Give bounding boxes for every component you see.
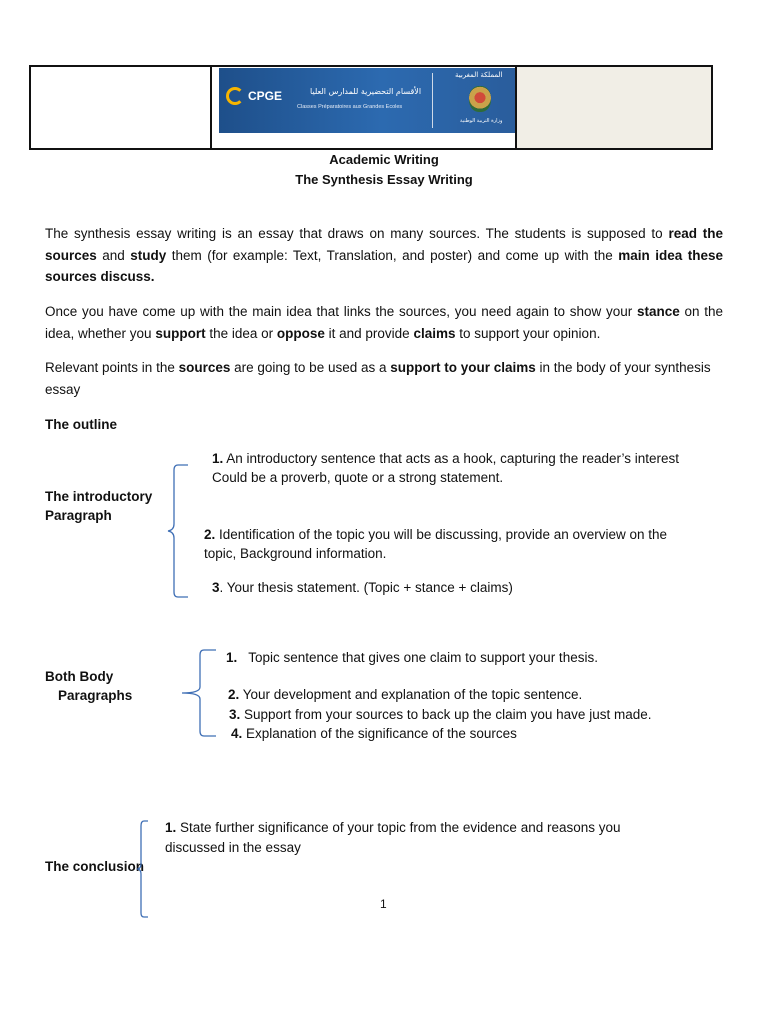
doc-title-line2: The Synthesis Essay Writing <box>295 172 473 187</box>
p1-text-d: them (for example: Text, Translation, and poster) and come up with the <box>166 247 619 263</box>
p2-bold-1: stance <box>636 304 680 319</box>
body-item-2-num: 2. <box>228 687 240 702</box>
paragraph-2 <box>45 301 723 344</box>
doc-title-line1: Academic Writing <box>329 152 439 167</box>
body-brace <box>180 647 220 742</box>
banner-brand: CPGE <box>248 89 283 103</box>
conclusion-label: The conclusion <box>45 859 145 874</box>
body-item-3 <box>229 705 651 724</box>
intro-item-3 <box>212 578 513 597</box>
banner-divider <box>432 73 433 128</box>
paragraph-3 <box>45 357 723 400</box>
paragraph-1 <box>45 223 723 288</box>
conclusion-item-1-text: State further significance of your topic from the evidence and reasons you <box>176 820 621 835</box>
p3-bold-2: support to your claims <box>390 360 536 375</box>
body-item-1 <box>226 648 598 667</box>
intro-item-1-num: 1. <box>212 451 224 466</box>
moroccan-emblem-icon <box>469 86 491 112</box>
body-item-3-text: Support from your sources to back up the claim you have just made. <box>240 707 652 722</box>
body-label-line1: Both Body <box>45 669 114 684</box>
intro-item-1-cont: Could be a proverb, quote or a strong statement. <box>212 470 504 485</box>
p1-text-a: The synthesis essay writing is an essay that draws on many sources. The students is supposed to <box>45 226 669 241</box>
p2-text-c: on the idea, whether you <box>45 304 723 341</box>
body-item-4-num: 4. <box>231 726 243 741</box>
p1-text-c: and <box>96 247 131 263</box>
p1-bold-2: study <box>130 247 167 263</box>
intro-item-2-text: Identification of the topic you will be discussing, provide an overview on the <box>215 527 668 542</box>
p2-bold-3: oppose <box>276 325 325 341</box>
body-label-line2: Paragraphs <box>58 688 133 703</box>
p2-text-d: the idea or <box>205 325 277 341</box>
banner-arabic-title: الأقسام التحضيرية للمدارس العليا <box>310 87 422 96</box>
conclusion-brace <box>135 818 155 922</box>
p2-bold-2: support <box>155 325 206 341</box>
body-item-2-text: Your development and explanation of the topic sentence. <box>239 687 583 702</box>
p3-text-a: Relevant points in the <box>45 360 179 375</box>
p3-bold-1: sources <box>178 360 231 375</box>
conclusion-item-1-cont: discussed in the essay <box>165 840 301 855</box>
p3-text-d: in the body of your synthesis essay <box>45 360 711 397</box>
body-item-1-text: Topic sentence that gives one claim to support your thesis. <box>248 650 598 665</box>
intro-label-line1: The introductory <box>45 489 153 504</box>
banner-french-subtitle: Classes Préparatoires aux Grandes Ecoles <box>297 104 403 110</box>
conclusion-item-1 <box>165 818 621 837</box>
p2-text-a: Once you have come up with the main idea that links the sources, you need again to show your <box>45 304 637 319</box>
intro-item-1 <box>212 449 679 468</box>
p2-text-e: it and provide <box>324 325 414 341</box>
outline-heading: The outline <box>45 417 117 432</box>
conclusion-item-1-num: 1. <box>165 820 177 835</box>
banner-kingdom: المملكة المغربية <box>455 71 503 79</box>
p2-text-f: to support your opinion. <box>455 325 601 341</box>
body-item-1-num: 1. <box>226 650 238 665</box>
banner-ministry: وزارة التربية الوطنية <box>460 118 503 124</box>
intro-item-1-text: An introductory sentence that acts as a hook, capturing the reader’s interest <box>223 451 680 466</box>
body-item-4-text: Explanation of the significance of the sources <box>242 726 517 741</box>
p1-bold-3: main idea these sources discuss. <box>45 247 723 284</box>
p1-bold-1: read the sources <box>45 226 723 263</box>
intro-label-line2: Paragraph <box>45 508 112 523</box>
intro-item-2-cont: topic, Background information. <box>204 546 387 561</box>
body-item-3-num: 3. <box>229 707 241 722</box>
intro-item-3-text: . Your thesis statement. (Topic + stance + claims) <box>219 580 513 595</box>
p2-bold-4: claims <box>413 325 456 341</box>
intro-item-2 <box>204 525 667 544</box>
body-item-2 <box>228 685 582 704</box>
cpge-logo-icon <box>226 87 244 105</box>
header-right-cell <box>517 67 711 148</box>
page-number: 1 <box>380 897 387 911</box>
p3-text-c: are going to be used as a <box>230 360 391 375</box>
body-item-4 <box>231 724 517 743</box>
intro-item-3-num: 3 <box>212 580 220 595</box>
intro-item-2-num: 2. <box>204 527 216 542</box>
